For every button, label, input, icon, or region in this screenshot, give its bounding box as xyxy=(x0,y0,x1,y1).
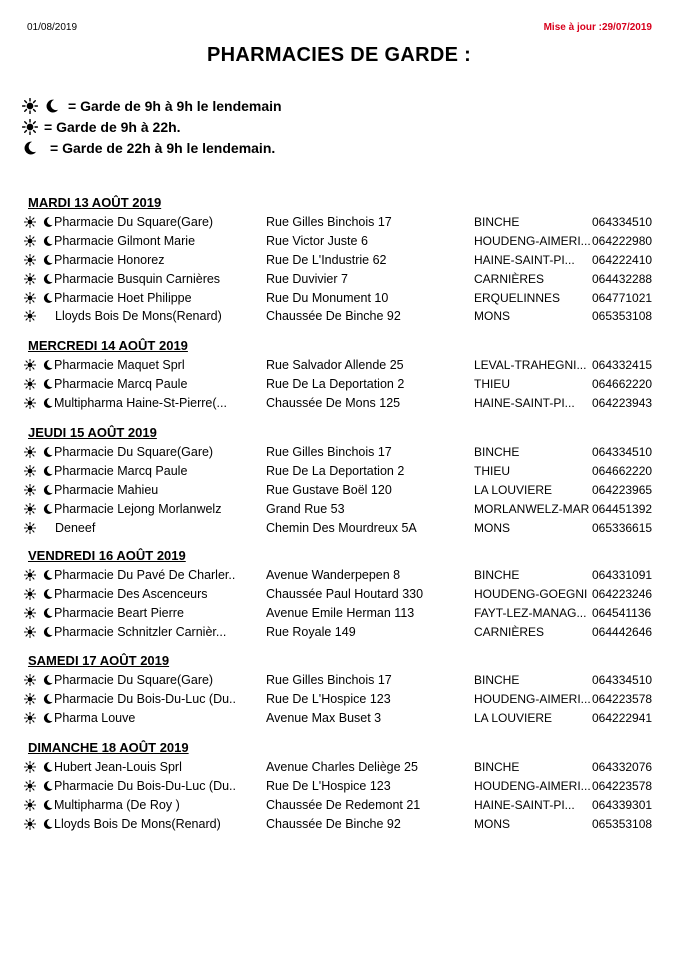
pharmacy-phone: 064339301 xyxy=(592,797,653,812)
pharmacy-address: Rue De L'Hospice 123 xyxy=(266,779,391,794)
pharmacy-address: Chemin Des Mourdreux 5A xyxy=(266,520,417,535)
duty-icons xyxy=(24,690,54,708)
pharmacy-city: MONS xyxy=(474,309,510,324)
pharmacy-address: Rue Salvador Allende 25 xyxy=(266,358,404,373)
pharmacy-phone: 064334510 xyxy=(592,215,653,230)
pharmacy-city: LA LOUVIERE xyxy=(474,710,553,725)
sun-icon xyxy=(24,310,36,322)
pharmacy-phone: 064223578 xyxy=(592,779,653,794)
sun-icon xyxy=(24,818,36,830)
pharmacy-address: Rue Victor Juste 6 xyxy=(266,234,368,249)
sun-icon xyxy=(24,626,36,638)
pharmacy-city: HAINE-SAINT-PI... xyxy=(474,252,575,267)
moon-icon xyxy=(42,446,54,458)
pharmacy-phone: 064662220 xyxy=(592,464,653,479)
day-section xyxy=(0,191,678,326)
moon-icon xyxy=(44,98,60,114)
duty-icons xyxy=(24,623,54,641)
moon-icon xyxy=(42,799,54,811)
pharmacy-phone: 064331091 xyxy=(592,568,653,583)
day-section xyxy=(0,736,678,833)
day-section xyxy=(0,421,678,537)
pharmacy-city: FAYT-LEZ-MANAG... xyxy=(474,605,587,620)
pharmacy-row xyxy=(0,585,678,604)
pharmacy-city: HAINE-SAINT-PI... xyxy=(474,395,575,410)
pharmacy-phone: 064771021 xyxy=(592,290,653,305)
pharmacy-phone: 064332415 xyxy=(592,358,653,373)
sun-icon xyxy=(24,254,36,266)
pharmacy-city: MONS xyxy=(474,816,510,831)
sun-icon xyxy=(24,712,36,724)
pharmacy-row xyxy=(0,307,678,326)
moon-icon xyxy=(42,465,54,477)
moon-icon xyxy=(42,607,54,619)
duty-icons xyxy=(24,213,54,231)
pharmacy-name: Lloyds Bois De Mons(Renard) xyxy=(54,816,221,831)
pharmacy-name: Deneef xyxy=(55,520,96,535)
pharmacy-name: Pharmacie Du Square(Gare) xyxy=(54,673,214,688)
pharmacy-name: Pharmacie Marcq Paule xyxy=(54,377,188,392)
moon-icon xyxy=(42,588,54,600)
legend-text: = Garde de 9h à 9h le lendemain xyxy=(68,97,282,114)
pharmacy-name: Pharmacie Hoet Philippe xyxy=(54,290,192,305)
pharmacy-name: Pharmacie Du Bois-Du-Luc (Du.. xyxy=(54,692,237,707)
day-section xyxy=(0,334,678,412)
pharmacy-city: LA LOUVIERE xyxy=(474,482,553,497)
pharmacy-city: HAINE-SAINT-PI... xyxy=(474,797,575,812)
pharmacy-name: Pharmacie Du Pavé De Charler.. xyxy=(54,568,236,583)
moon-icon xyxy=(42,254,54,266)
pharmacy-name: Pharmacie Marcq Paule xyxy=(54,464,188,479)
pharmacy-row xyxy=(0,690,678,709)
pharmacy-row xyxy=(0,518,678,537)
pharmacy-phone: 064334510 xyxy=(592,673,653,688)
moon-icon xyxy=(42,292,54,304)
pharmacy-city: THIEU xyxy=(474,377,510,392)
pharmacy-city: HOUDENG-AIMERI... xyxy=(474,234,591,249)
pharmacy-city: BINCHE xyxy=(474,568,520,583)
pharmacy-address: Rue Royale 149 xyxy=(266,624,356,639)
pharmacy-name: Pharmacie Maquet Sprl xyxy=(54,358,185,373)
pharmacy-address: Avenue Charles Deliège 25 xyxy=(266,760,418,775)
day-header: JEUDI 15 AOÛT 2019 xyxy=(28,424,157,440)
moon-icon xyxy=(42,761,54,773)
pharmacy-row xyxy=(0,758,678,777)
sun-icon xyxy=(24,484,36,496)
duty-icons xyxy=(24,500,54,518)
pharmacy-city: HOUDENG-AIMERI... xyxy=(474,779,591,794)
moon-icon xyxy=(42,626,54,638)
moon-icon xyxy=(42,484,54,496)
pharmacy-phone: 065353108 xyxy=(592,309,653,324)
pharmacy-row xyxy=(0,671,678,690)
pharmacy-row xyxy=(0,394,678,413)
sun-icon xyxy=(24,397,36,409)
duty-icons xyxy=(24,758,54,776)
duty-icons xyxy=(24,356,54,374)
pharmacy-name: Pharmacie Honorez xyxy=(54,252,165,267)
duty-icons xyxy=(24,443,54,461)
update-notice: Mise à jour :29/07/2019 xyxy=(543,22,652,33)
moon-icon xyxy=(42,216,54,228)
sun-icon xyxy=(24,378,36,390)
document-date: 01/08/2019 xyxy=(27,22,78,33)
pharmacy-city: BINCHE xyxy=(474,673,520,688)
pharmacy-phone: 065336615 xyxy=(592,520,653,535)
duty-icons xyxy=(24,796,54,814)
day-header: MARDI 13 AOÛT 2019 xyxy=(28,194,162,210)
pharmacy-address: Chaussée De Binche 92 xyxy=(266,309,401,324)
pharmacy-phone: 064334510 xyxy=(592,445,653,460)
page-title: PHARMACIES DE GARDE : xyxy=(206,44,472,66)
pharmacy-phone: 064662220 xyxy=(592,377,653,392)
pharmacy-address: Grand Rue 53 xyxy=(266,501,345,516)
moon-icon xyxy=(42,359,54,371)
day-section xyxy=(0,544,678,641)
pharmacy-city: CARNIÈRES xyxy=(474,271,545,286)
legend-text: = Garde de 22h à 9h le lendemain. xyxy=(50,139,276,156)
pharmacy-address: Avenue Max Buset 3 xyxy=(266,710,382,725)
pharmacy-address: Chaussée De Redemont 21 xyxy=(266,797,421,812)
pharmacy-row xyxy=(0,251,678,270)
sun-icon xyxy=(24,588,36,600)
pharmacy-row xyxy=(0,604,678,623)
duty-icons xyxy=(24,251,54,269)
pharmacy-address: Rue Du Monument 10 xyxy=(266,290,389,305)
pharmacy-city: MONS xyxy=(474,520,510,535)
pharmacy-row xyxy=(0,269,678,288)
sun-icon xyxy=(24,799,36,811)
duty-icons xyxy=(24,585,54,603)
day-header: VENDREDI 16 AOÛT 2019 xyxy=(28,547,186,563)
pharmacy-address: Rue Gilles Binchois 17 xyxy=(266,673,392,688)
pharmacy-name: Lloyds Bois De Mons(Renard) xyxy=(55,309,222,324)
pharmacy-name: Pharmacie Du Square(Gare) xyxy=(54,445,214,460)
duty-icons xyxy=(24,232,54,250)
pharmacy-address: Rue Gustave Boël 120 xyxy=(266,482,392,497)
sun-icon xyxy=(24,235,36,247)
pharmacy-row xyxy=(0,213,678,232)
pharmacy-phone: 064541136 xyxy=(592,605,652,620)
day-header: SAMEDI 17 AOÛT 2019 xyxy=(28,652,170,668)
pharmacy-address: Rue Gilles Binchois 17 xyxy=(266,445,392,460)
sun-icon xyxy=(24,780,36,792)
pharmacy-city: CARNIÈRES xyxy=(474,624,545,639)
duty-icons xyxy=(24,307,54,325)
sun-icon xyxy=(22,119,38,135)
day-header: DIMANCHE 18 AOÛT 2019 xyxy=(28,739,189,755)
day-section xyxy=(0,649,678,727)
pharmacy-phone: 064222941 xyxy=(592,710,653,725)
pharmacy-row xyxy=(0,462,678,481)
pharmacy-name: Pharmacie Mahieu xyxy=(54,482,159,497)
pharmacy-name: Pharmacie Busquin Carnières xyxy=(54,271,221,286)
pharmacy-city: HOUDENG-GOEGNI xyxy=(474,587,588,602)
moon-icon xyxy=(42,780,54,792)
duty-icons xyxy=(24,462,54,480)
pharmacy-phone: 064432288 xyxy=(592,271,653,286)
duty-icons xyxy=(24,671,54,689)
pharmacy-name: Pharmacie Du Square(Gare) xyxy=(54,215,214,230)
pharmacy-name: Pharmacie Des Ascenceurs xyxy=(54,587,208,602)
duty-icons xyxy=(24,481,54,499)
moon-icon xyxy=(42,693,54,705)
pharmacy-name: Pharmacie Du Bois-Du-Luc (Du.. xyxy=(54,779,237,794)
sun-icon xyxy=(24,607,36,619)
day-header: MERCREDI 14 AOÛT 2019 xyxy=(28,337,188,353)
pharmacy-city: THIEU xyxy=(474,464,510,479)
pharmacy-phone: 064222410 xyxy=(592,252,653,267)
moon-icon xyxy=(42,818,54,830)
pharmacy-row xyxy=(0,622,678,641)
pharmacy-name: Pharmacie Beart Pierre xyxy=(54,605,184,620)
sun-icon xyxy=(24,273,36,285)
pharmacy-name: Multipharma (De Roy ) xyxy=(54,797,180,812)
pharmacy-address: Rue Gilles Binchois 17 xyxy=(266,215,392,230)
pharmacy-row xyxy=(0,796,678,815)
pharmacy-address: Chaussée Paul Houtard 330 xyxy=(266,587,424,602)
pharmacy-phone: 064222980 xyxy=(592,234,653,249)
legend-text: = Garde de 9h à 22h. xyxy=(44,118,181,135)
pharmacy-phone: 064442646 xyxy=(592,624,653,639)
duty-icons xyxy=(24,777,54,795)
pharmacy-name: Pharmacie Schnitzler Carnièr... xyxy=(54,624,227,639)
pharmacy-row xyxy=(0,356,678,375)
duty-icons xyxy=(24,709,54,727)
legend xyxy=(22,95,282,158)
legend-item xyxy=(22,95,282,116)
pharmacy-phone: 064223246 xyxy=(592,587,653,602)
pharmacy-row xyxy=(0,375,678,394)
duty-icons xyxy=(24,270,54,288)
pharmacy-address: Rue De L'Hospice 123 xyxy=(266,692,391,707)
pharmacy-address: Rue Duvivier 7 xyxy=(266,271,348,286)
pharmacy-phone: 064332076 xyxy=(592,760,653,775)
pharmacy-city: LEVAL-TRAHEGNI... xyxy=(474,358,587,373)
moon-icon xyxy=(42,378,54,390)
pharmacy-address: Rue De La Deportation 2 xyxy=(266,464,405,479)
pharmacy-address: Avenue Emile Herman 113 xyxy=(266,605,415,620)
sun-icon xyxy=(24,761,36,773)
pharmacy-city: BINCHE xyxy=(474,445,520,460)
sun-icon xyxy=(24,465,36,477)
pharmacy-row xyxy=(0,288,678,307)
sun-icon xyxy=(24,216,36,228)
sun-icon xyxy=(24,446,36,458)
sun-icon xyxy=(24,292,36,304)
pharmacy-row xyxy=(0,499,678,518)
pharmacy-phone: 065353108 xyxy=(592,816,653,831)
sun-icon xyxy=(22,98,38,114)
moon-icon xyxy=(42,273,54,285)
pharmacy-phone: 064223943 xyxy=(592,395,653,410)
pharmacy-row xyxy=(0,566,678,585)
pharmacy-row xyxy=(0,709,678,728)
sun-icon xyxy=(24,569,36,581)
pharmacy-row xyxy=(0,777,678,796)
moon-icon xyxy=(42,503,54,515)
pharmacy-name: Hubert Jean-Louis Sprl xyxy=(54,760,182,775)
pharmacy-address: Avenue Wanderpepen 8 xyxy=(266,568,401,583)
pharmacy-phone: 064451392 xyxy=(592,501,653,516)
pharmacy-city: MORLANWELZ-MAR xyxy=(474,501,590,516)
pharmacy-row xyxy=(0,481,678,500)
moon-icon xyxy=(22,140,38,156)
sun-icon xyxy=(24,693,36,705)
sun-icon xyxy=(24,674,36,686)
pharmacy-phone: 064223965 xyxy=(592,482,653,497)
pharmacy-address: Rue De La Deportation 2 xyxy=(266,377,405,392)
pharmacy-city: BINCHE xyxy=(474,760,520,775)
pharmacy-address: Chaussée De Mons 125 xyxy=(266,395,401,410)
pharmacy-city: HOUDENG-AIMERI... xyxy=(474,692,591,707)
moon-icon xyxy=(42,569,54,581)
duty-icons xyxy=(24,394,54,412)
moon-icon xyxy=(42,674,54,686)
pharmacy-name: Pharma Louve xyxy=(54,710,136,725)
legend-item xyxy=(22,116,282,137)
duty-icons xyxy=(24,519,54,537)
legend-item xyxy=(22,137,282,158)
moon-icon xyxy=(42,397,54,409)
pharmacy-row xyxy=(0,232,678,251)
pharmacy-name: Multipharma Haine-St-Pierre(... xyxy=(54,395,227,410)
sun-icon xyxy=(24,522,36,534)
pharmacy-phone: 064223578 xyxy=(592,692,653,707)
duty-icons xyxy=(24,289,54,307)
pharmacy-address: Rue De L'Industrie 62 xyxy=(266,252,387,267)
duty-icons xyxy=(24,815,54,833)
sun-icon xyxy=(24,503,36,515)
pharmacy-name: Pharmacie Lejong Morlanwelz xyxy=(54,501,222,516)
pharmacy-row xyxy=(0,814,678,833)
duty-icons xyxy=(24,566,54,584)
pharmacy-address: Chaussée De Binche 92 xyxy=(266,816,401,831)
pharmacy-name: Pharmacie Gilmont Marie xyxy=(54,234,196,249)
pharmacy-city: ERQUELINNES xyxy=(474,290,561,305)
pharmacy-city: BINCHE xyxy=(474,215,520,230)
pharmacy-row xyxy=(0,443,678,462)
duty-icons xyxy=(24,375,54,393)
moon-icon xyxy=(42,235,54,247)
sun-icon xyxy=(24,359,36,371)
moon-icon xyxy=(42,712,54,724)
duty-icons xyxy=(24,604,54,622)
